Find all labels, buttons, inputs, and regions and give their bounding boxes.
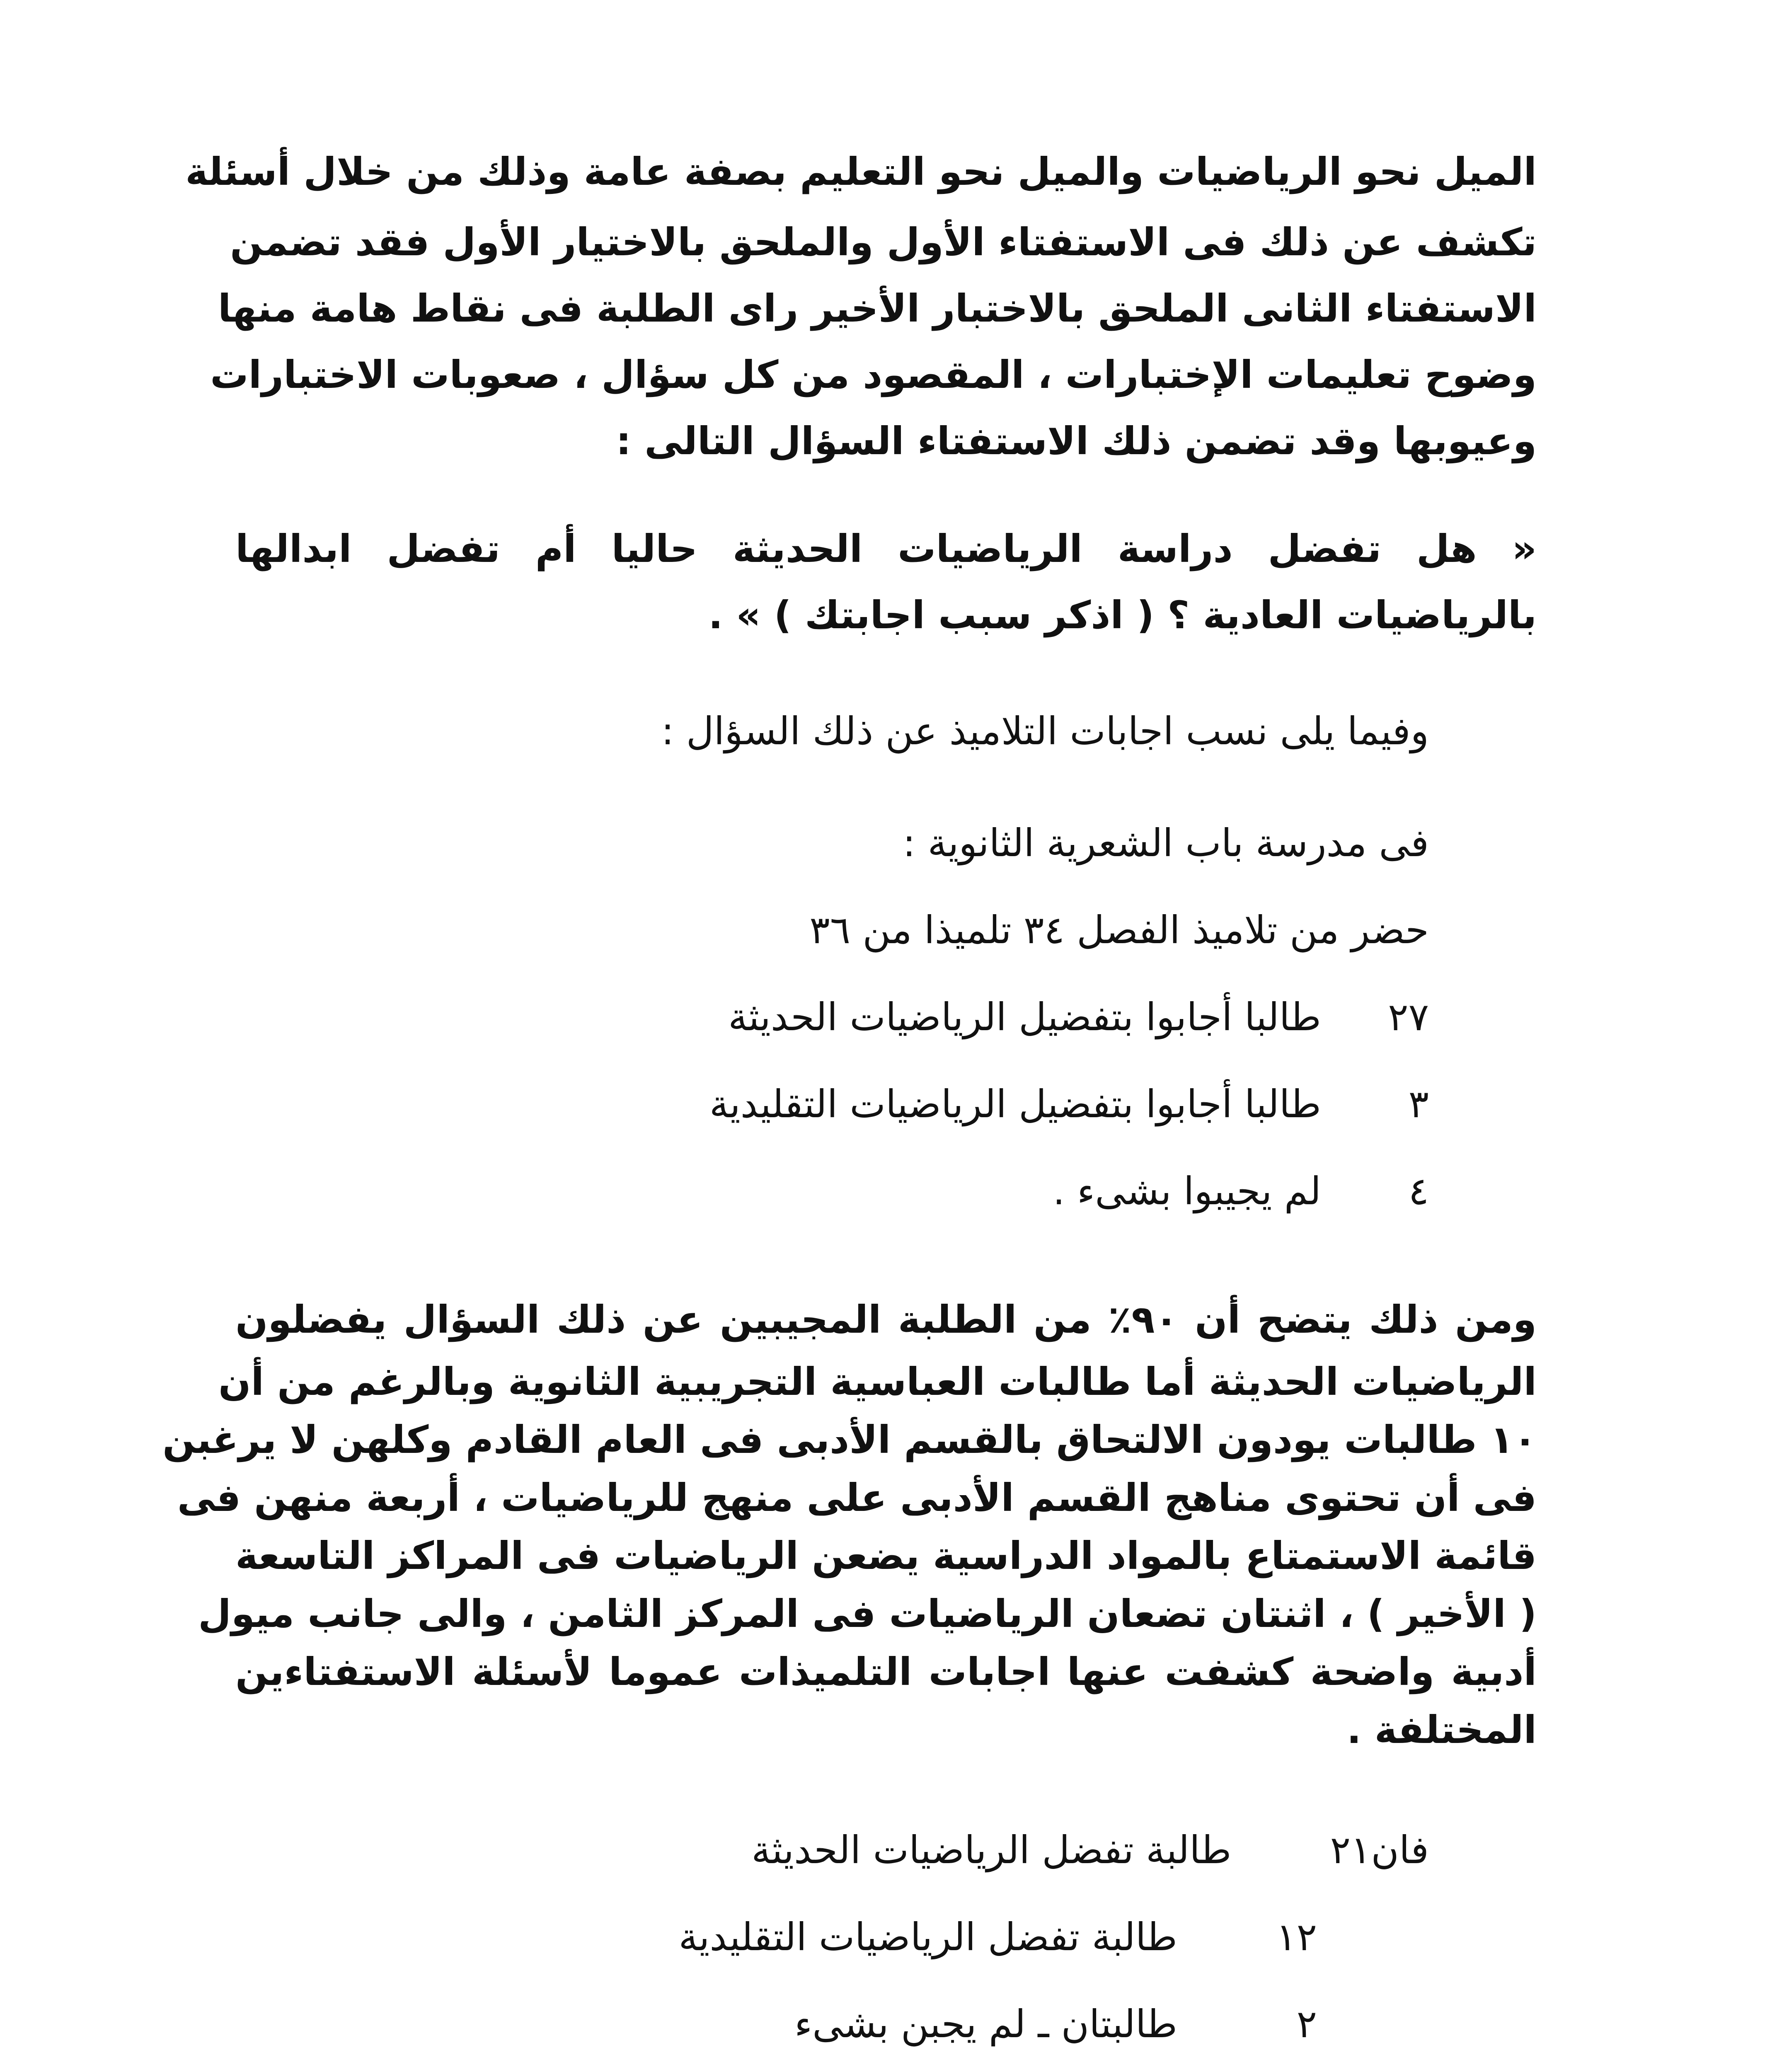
paragraph2-line-5: قائمة الاستمتاع بالمواد الدراسية يضعن الرياضيات فى المراكز التاسعة: [235, 1534, 1537, 1578]
school1-row: [728, 995, 1429, 1040]
row-text: طالبة تفضل الرياضيات الحديثة: [751, 1828, 1232, 1872]
school2-row: [751, 1828, 1429, 1873]
row-text: طالبة تفضل الرياضيات التقليدية: [678, 1915, 1178, 1959]
paragraph2-line-7: أدبية واضحة كشفت عنها اجابات التلميذات عموما لأسئلة الاستفتاءين: [235, 1650, 1537, 1694]
row-number: ٢١: [1330, 1828, 1371, 1872]
school1-title: فى مدرسة باب الشعرية الثانوية :: [903, 821, 1429, 865]
school2-row: [794, 2002, 1317, 2047]
school2-row: [678, 1915, 1317, 1960]
paragraph2-line-8: المختلفة .: [1346, 1708, 1537, 1752]
paragraph2-line-1: ومن ذلك يتضح أن ٩٠٪ من الطلبة المجيبين عن ذلك السؤال يفضلون: [235, 1297, 1537, 1342]
row-number: ١٢: [1276, 1915, 1317, 1959]
paragraph1-line-1: الميل نحو الرياضيات والميل نحو التعليم بصفة عامة وذلك من خلال أسئلة: [185, 150, 1537, 194]
paragraph2-line-6: ( الأخير ) ، اثنتان تضعان الرياضيات فى المركز الثامن ، والى جانب ميول: [198, 1592, 1537, 1636]
row-text: طالبا أجابوا بتفضيل الرياضيات التقليدية: [709, 1082, 1321, 1126]
answers-intro: وفيما يلى نسب اجابات التلاميذ عن ذلك السؤال :: [661, 709, 1429, 753]
row-text: طالبا أجابوا بتفضيل الرياضيات الحديثة: [728, 995, 1321, 1039]
school2-lead: فان: [1371, 1828, 1429, 1872]
row-number: ٢٧: [1388, 995, 1429, 1039]
row-text: طالبتان ـ لم يجبن بشىء: [794, 2002, 1178, 2046]
paragraph1-line-3: الاستفتاء الثانى الملحق بالاختبار الأخير راى الطلبة فى نقاط هامة منها: [218, 286, 1537, 331]
row-number: ٢: [1296, 2002, 1317, 2046]
row-text: لم يجيبوا بشىء .: [1053, 1169, 1321, 1213]
paragraph2-line-2: الرياضيات الحديثة أما طالبات العباسية التجريبية الثانوية وبالرغم من أن: [218, 1360, 1537, 1404]
paragraph1-line-5: وعيوبها وقد تضمن ذلك الاستفتاء السؤال التالى :: [616, 419, 1537, 463]
row-number: ٣: [1408, 1082, 1429, 1126]
school1-row: [709, 1082, 1429, 1127]
paragraph1-line-2: تكشف عن ذلك فى الاستفتاء الأول والملحق بالاختيار الأول فقد تضمن: [230, 220, 1537, 264]
school1-row: [1053, 1169, 1429, 1214]
question-line-2: بالرياضيات العادية ؟ ( اذكر سبب اجابتك ) » .: [708, 593, 1537, 637]
row-number: ٤: [1408, 1169, 1429, 1213]
paragraph2-line-3: ١٠ طالبات يودون الالتحاق بالقسم الأدبى فى العام القادم وكلهن لا يرغبن: [162, 1418, 1537, 1462]
school1-attendance: حضر من تلاميذ الفصل ٣٤ تلميذا من ٣٦: [809, 908, 1429, 952]
paragraph1-line-4: وضوح تعليمات الإختبارات ، المقصود من كل سؤال ، صعوبات الاختبارات: [210, 353, 1537, 397]
paragraph2-line-4: فى أن تحتوى مناهج القسم الأدبى على منهج للرياضيات ، أربعة منهن فى: [177, 1476, 1537, 1520]
question-line-1: « هل تفضل دراسة الرياضيات الحديثة حاليا أم تفضل ابدالها: [235, 527, 1537, 571]
